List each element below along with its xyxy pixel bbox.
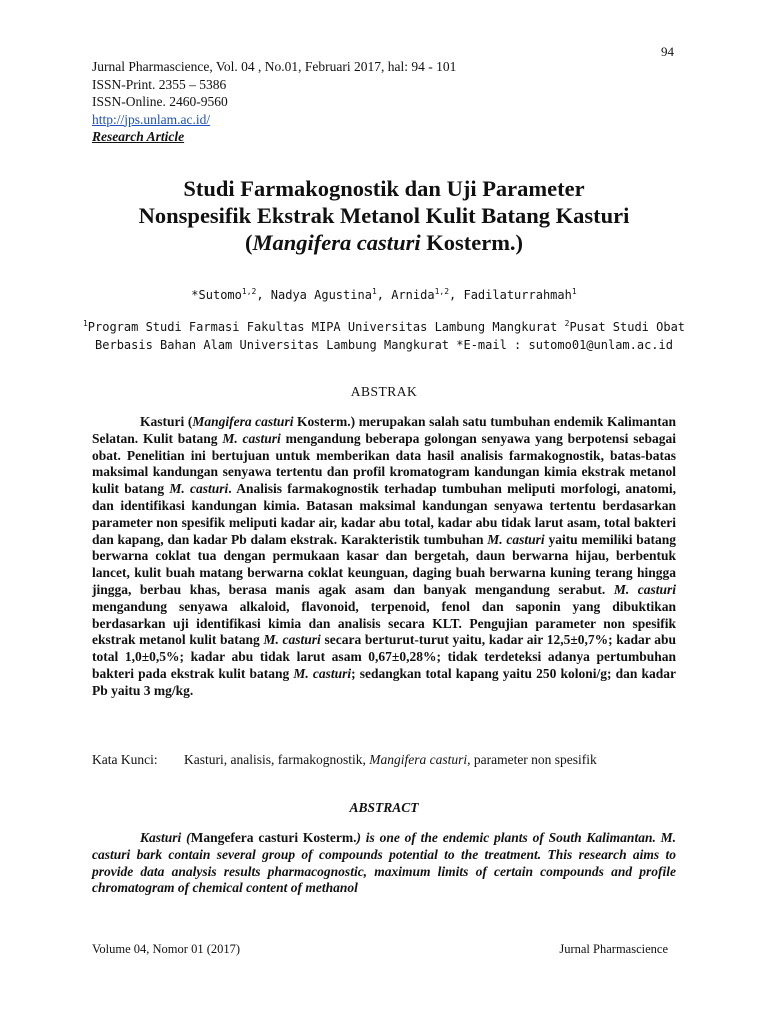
text-run: . Analisis farmakognostik terhadap tumbuhan meliputi morfologi, anatomi, dan identifikasi kandungan kimia. Batasan maksimal kandungan senyawa tertentu berdasarkan parameter non spesifik meliputi kadar air, kadar abu total, kadar abu tidak larut asam, total bakteri dan kapang, dan kadar Pb dalam ekstrak. Karakteristik tumbuhan xyxy=(92,481,676,547)
text-run: Kosterm. xyxy=(298,830,357,845)
page-number: 94 xyxy=(661,44,674,59)
italic-term: M. casturi xyxy=(613,581,676,597)
italic-term: M. casturi xyxy=(222,430,281,446)
footer-volume: Volume 04, Nomor 01 (2017) xyxy=(92,942,241,956)
italic-term: M. casturi xyxy=(293,665,352,681)
text-run: , parameter non spesifik xyxy=(467,752,597,767)
author: *Sutomo$^{1,2}$, xyxy=(191,287,271,302)
text-run: ; sedangkan total kapang yaitu 250 koloni/g; dan kadar Pb yaitu 3 mg/kg. xyxy=(92,665,676,698)
affiliations: $^1$Program Studi Farmasi Fakultas MIPA Universitas Lambung Mangkurat $^2$Pusat Studi Obat Berbasis Bahan Alam Universitas Lambung Mangkurat *E-mail : sutomo01@unlam.ac.id xyxy=(82,319,686,352)
keywords xyxy=(92,752,676,769)
text-run: mengandung beberapa golongan senyawa yang berpotensi sebagai obat. Penelitian ini bertujuan untuk memberikan data hasil analisis farmakognostik, batas-batas maksimal kandungan senyawa tertentu dan profil kromatogram kandungan kimia ekstrak metanol kulit batang xyxy=(92,430,676,497)
issn-online: ISSN-Online. 2460-9560 xyxy=(92,94,228,109)
author: Nadya Agustina$^1$, xyxy=(270,287,392,302)
text-run: secara berturut-turut yaitu, kadar air 12,5±0,7%; kadar abu total 1,0±0,5%; kadar abu tidak larut asam 0,67±0,28%; tidak terdeteksi adanya pertumbuhan bakteri pada ekstrak kulit batang xyxy=(92,632,676,681)
text-run: Mangefera casturi xyxy=(190,830,299,845)
journal-header xyxy=(92,58,456,146)
italic-term: M. casturi xyxy=(487,531,545,547)
abstract-heading: ABSTRACT xyxy=(349,800,419,815)
italic-term: Mangifera casturi xyxy=(192,414,294,429)
italic-term: Mangifera casturi xyxy=(369,752,468,767)
paper-title xyxy=(60,175,708,256)
author-list xyxy=(60,288,708,302)
footer-journal: Jurnal Pharmascience xyxy=(559,942,668,956)
text-run: ) is one of the endemic plants of South Kalimantan. M. casturi bark contain several group of compounds potential to the treatment. This research aims to provide data analysis results pharmacognostic, maximum limits of certain compounds and profile chromatogram of chemical content of methanol xyxy=(92,830,676,896)
title-species: Mangifera casturi xyxy=(252,230,421,255)
article-type: Research Article xyxy=(92,129,185,144)
journal-citation: Jurnal Pharmascience, Vol. 04 , No.01, Februari 2017, hal: 94 - 101 xyxy=(92,59,457,74)
text-run: yaitu memiliki batang berwarna coklat tua dengan permukaan kasar dan bergetah, daun berwarna hijau, berbentuk lancet, kulit buah matang berwarna coklat keunguan, daging buah berwarna kuning terang hingga jingga, berbau khas, berasa manis agak asam dan banyak mengandung serabut. xyxy=(92,531,676,597)
italic-term: M. casturi xyxy=(169,481,229,497)
title-line-2: Nonspesifik Ekstrak Metanol Kulit Batang Kasturi xyxy=(138,203,630,228)
issn-print: ISSN-Print. 2355 – 5386 xyxy=(92,76,227,92)
italic-term: M. casturi xyxy=(263,632,321,648)
author: Fadilaturrahmah$^1$ xyxy=(463,287,577,302)
title-line-3: (Mangifera casturi Kosterm.) xyxy=(244,230,524,255)
text-run: mengandung senyawa alkaloid, flavonoid, terpenoid, fenol dan saponin yang dibuktikan berdasarkan uji identifikasi kimia dan analisis secara KLT. Pengujian parameter non spesifik ekstrak metanol kulit batang xyxy=(92,598,676,648)
text-run: Kosterm.) merupakan salah satu tumbuhan endemik Kalimantan Selatan. Kulit batang xyxy=(92,414,676,446)
text-run: Kasturi ( xyxy=(140,414,193,429)
text-run: Kasturi, analisis, farmakognostik, xyxy=(184,752,370,767)
abstract-body xyxy=(92,830,676,897)
text-run: Kasturi ( xyxy=(140,830,191,845)
keywords-text xyxy=(184,752,676,769)
abstrak-body xyxy=(92,414,676,700)
abstrak-heading: ABSTRAK xyxy=(350,384,418,399)
author: Arnida$^{1,2}$, xyxy=(391,287,464,302)
journal-url-link[interactable]: http://jps.unlam.ac.id/ xyxy=(92,111,211,127)
title-line-1: Studi Farmakognostik dan Uji Parameter xyxy=(183,176,585,201)
keywords-label: Kata Kunci: xyxy=(92,752,158,767)
